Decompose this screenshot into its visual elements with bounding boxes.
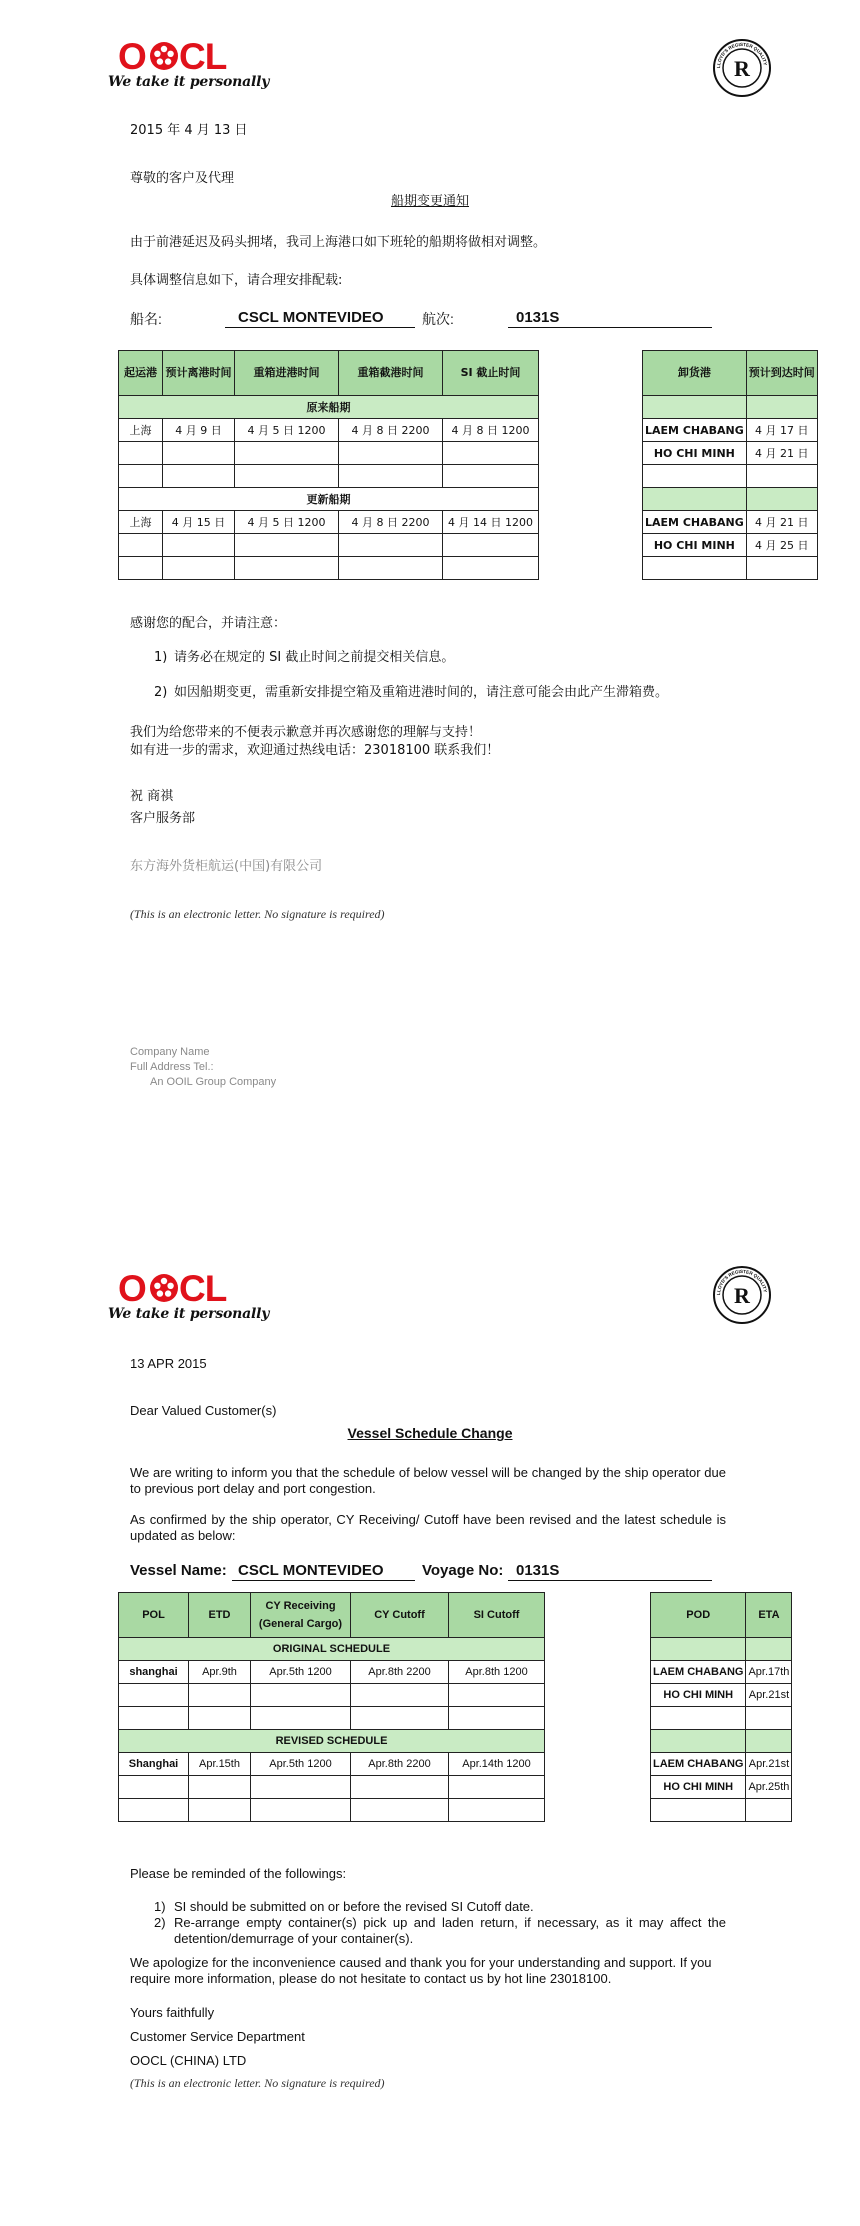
table-cell: Apr.8th 2200 [351,1661,449,1684]
table-cell [643,557,747,580]
en-vessel-value: CSCL MONTEVIDEO [238,1562,384,1579]
table-cell: 4 月 14 日 1200 [443,511,539,534]
table-cell [119,534,163,557]
table-divider [545,1707,651,1730]
table-cell: Apr.5th 1200 [251,1661,351,1684]
column-header: CY Receiving (General Cargo) [251,1593,351,1638]
column-header: ETD [189,1593,251,1638]
list-item: 1) SI should be submitted on or before the revised SI Cutoff date. [154,1899,534,1914]
table-divider [539,442,643,465]
table-cell [651,1638,746,1661]
column-header: POD [651,1593,746,1638]
column-header: CY Cutoff [351,1593,449,1638]
svg-text:LLOYD'S REGISTER QUALITY ASSUR: LLOYD'S REGISTER QUALITY [715,41,768,69]
table-row [119,442,818,465]
table-cell [351,1799,449,1822]
column-header: 起运港 [119,351,163,396]
table-cell [235,442,339,465]
svg-text:LLOYD'S REGISTER QUALITY ASSUR: LLOYD'S REGISTER QUALITY [715,1268,768,1296]
table-cell [339,557,443,580]
table-row [119,534,818,557]
table-cell [119,1776,189,1799]
table-cell: 4 月 21 日 [746,442,817,465]
column-header: ETA [746,1593,792,1638]
table-divider [545,1730,651,1753]
table-cell: HO CHI MINH [643,534,747,557]
table-cell [449,1684,545,1707]
table-divider [539,511,643,534]
oocl-logo [118,38,230,74]
cn-apology-1: 我们为给您带来的不便表示歉意并再次感谢您的理解与支持！ [130,725,482,740]
table-cell: 4 月 21 日 [746,511,817,534]
table-cell: Apr.21st [746,1684,792,1707]
table-cell: Apr.14th 1200 [449,1753,545,1776]
table-cell [443,465,539,488]
table-cell [119,1799,189,1822]
table-divider [539,488,643,511]
section-label: 更新船期 [119,488,539,511]
table-cell [251,1799,351,1822]
table-cell: Apr.17th [746,1661,792,1684]
column-header: SI Cutoff [449,1593,545,1638]
table-cell [119,1684,189,1707]
svg-text:CL: CL [179,38,227,74]
table-cell [643,465,747,488]
table-cell [251,1776,351,1799]
cn-paragraph-2: 具体调整信息如下，请合理安排配载: [130,273,343,288]
table-cell [449,1799,545,1822]
table-divider [539,557,643,580]
footer-group: An OOIL Group Company [150,1076,277,1088]
en-closing: Yours faithfully [130,2005,215,2020]
table-cell: 4 月 15 日 [163,511,235,534]
table-cell [651,1707,746,1730]
section-label: REVISED SCHEDULE [119,1730,545,1753]
column-header: 卸货港 [643,351,747,396]
en-date: 13 APR 2015 [130,1356,207,1371]
table-divider [539,419,643,442]
table-header-row [119,351,818,396]
table-section-row [119,396,818,419]
table-cell [189,1684,251,1707]
table-cell: 4 月 5 日 1200 [235,511,339,534]
table-row [119,465,818,488]
en-electronic-note: (This is an electronic letter. No signature is required) [130,2076,385,2090]
table-cell: LAEM CHABANG [643,419,747,442]
table-cell: Apr.9th [189,1661,251,1684]
table-header-row [119,1593,792,1638]
brand-tagline: We take it personally [108,1306,270,1322]
table-cell [651,1799,746,1822]
table-cell [746,1799,792,1822]
table-row [119,1661,792,1684]
table-divider [545,1593,651,1638]
en-apology: We apologize for the inconvenience caused and thank you for your understanding and support. If you require more information, please do not hesitate to contact us by hot line 23018100. [130,1955,712,1986]
en-voyage-value: 0131S [516,1562,560,1579]
cn-date: 2015 年 4 月 13 日 [130,123,248,138]
table-cell [235,534,339,557]
table-divider [539,534,643,557]
table-cell: LAEM CHABANG [643,511,747,534]
table-section-row [119,1730,792,1753]
table-cell [351,1684,449,1707]
table-cell [651,1730,746,1753]
svg-text:R: R [734,56,750,81]
table-cell: Shanghai [119,1753,189,1776]
table-cell [351,1776,449,1799]
en-voyage-label: Voyage No: [422,1562,504,1579]
table-cell [189,1776,251,1799]
en-company: OOCL (CHINA) LTD [130,2053,247,2068]
en-vessel-label: Vessel Name: [130,1562,227,1579]
table-cell [746,1638,792,1661]
table-cell [746,488,817,511]
svg-text:O: O [118,38,146,74]
svg-text:CL: CL [179,1270,227,1306]
table-cell: LAEM CHABANG [651,1661,746,1684]
column-header: 重箱截港时间 [339,351,443,396]
table-cell [189,1799,251,1822]
table-cell [746,1730,792,1753]
cn-company: 东方海外货柜航运(中国)有限公司 [130,859,323,874]
table-cell [339,534,443,557]
table-cell: HO CHI MINH [651,1684,746,1707]
table-cell: HO CHI MINH [651,1776,746,1799]
cn-dept: 客户服务部 [130,811,196,826]
table-cell [351,1707,449,1730]
table-row [119,557,818,580]
table-divider [545,1661,651,1684]
cn-paragraph-1: 由于前港延迟及码头拥堵，我司上海港口如下班轮的船期将做相对调整。 [130,235,547,250]
en-paragraph-2: As confirmed by the ship operator, CY Receiving/ Cutoff have been revised and the latest schedule is updated as below: [130,1512,726,1543]
table-cell: 上海 [119,419,163,442]
table-divider [545,1753,651,1776]
oocl-logo [118,1270,230,1306]
table-divider [539,351,643,396]
section-label: ORIGINAL SCHEDULE [119,1638,545,1661]
table-cell: HO CHI MINH [643,442,747,465]
table-divider [545,1799,651,1822]
table-cell [746,396,817,419]
table-row [119,1776,792,1799]
table-cell: Apr.15th [189,1753,251,1776]
table-cell: Apr.8th 2200 [351,1753,449,1776]
en-remind: Please be reminded of the followings: [130,1866,347,1881]
en-greeting: Dear Valued Customer(s) [130,1403,277,1418]
column-header: SI 截止时间 [443,351,539,396]
en-title: Vessel Schedule Change [347,1425,513,1441]
table-row [119,1684,792,1707]
table-cell [163,465,235,488]
en-schedule-grid [118,1592,792,1822]
cn-electronic-note: (This is an electronic letter. No signature is required) [130,907,385,921]
list-item: 2) Re-arrange empty container(s) pick up and laden return, if necessary, as it may affect the detention/demurrage of your container(s). [154,1915,726,1946]
table-cell [449,1776,545,1799]
table-cell: 4 月 5 日 1200 [235,419,339,442]
list-item: 1) 请务必在规定的 SI 截止时间之前提交相关信息。 [154,650,455,665]
column-header: 预计到达时间 [746,351,817,396]
table-cell [163,442,235,465]
table-cell [443,534,539,557]
en-notes-list [130,1899,726,1947]
table-cell: 4 月 8 日 2200 [339,511,443,534]
cn-title: 船期变更通知 [390,194,469,209]
table-cell [746,465,817,488]
table-row [119,511,818,534]
table-row [119,1799,792,1822]
table-cell: 4 月 25 日 [746,534,817,557]
quality-register-seal-icon [712,1265,772,1325]
table-cell [251,1684,351,1707]
list-item: 2) 如因船期变更，需重新安排提空箱及重箱进港时间的，请注意可能会由此产生滞箱费。 [154,685,669,700]
table-cell [746,1707,792,1730]
table-divider [545,1684,651,1707]
table-section-row [119,488,818,511]
table-cell [449,1707,545,1730]
svg-text:R: R [734,1283,750,1308]
cn-closing: 祝 商祺 [130,789,174,804]
table-cell [443,557,539,580]
table-cell [339,442,443,465]
en-dept: Customer Service Department [130,2029,305,2044]
cn-thanks: 感谢您的配合，并请注意： [130,616,287,631]
table-cell [443,442,539,465]
table-divider [539,465,643,488]
svg-text:O: O [118,1270,146,1306]
table-cell: Apr.21st [746,1753,792,1776]
cn-greeting: 尊敬的客户及代理 [130,171,235,186]
table-cell [746,557,817,580]
table-cell: Apr.25th [746,1776,792,1799]
table-cell [235,557,339,580]
table-cell [251,1707,351,1730]
table-cell [119,1707,189,1730]
table-cell [119,442,163,465]
table-cell [235,465,339,488]
table-section-row [119,1638,792,1661]
table-cell: 4 月 9 日 [163,419,235,442]
cn-vessel-value: CSCL MONTEVIDEO [238,309,384,326]
footer-address: Full Address Tel.: [130,1061,214,1073]
cn-voyage-value: 0131S [516,309,560,326]
cn-schedule-grid [118,350,818,580]
cn-apology-2: 如有进一步的需求，欢迎通过热线电话：23018100 联系我们！ [130,743,500,758]
table-cell: 上海 [119,511,163,534]
cn-vessel-label: 船名: [130,311,162,327]
table-row [119,1753,792,1776]
table-cell: Apr.8th 1200 [449,1661,545,1684]
table-cell [643,396,747,419]
table-cell [163,557,235,580]
cn-notes-list [130,650,750,701]
table-cell: 4 月 8 日 1200 [443,419,539,442]
quality-register-seal-icon [712,38,772,98]
column-header: 预计离港时间 [163,351,235,396]
en-paragraph-1: We are writing to inform you that the schedule of below vessel will be changed by the ship operator due to previous port delay and port congestion. [130,1465,726,1496]
table-cell [119,557,163,580]
table-cell: shanghai [119,1661,189,1684]
table-divider [545,1638,651,1661]
table-cell [189,1707,251,1730]
table-cell [119,465,163,488]
table-cell: 4 月 17 日 [746,419,817,442]
column-header: 重箱进港时间 [235,351,339,396]
cn-voyage-label: 航次: [422,311,454,327]
table-cell [643,488,747,511]
brand-tagline: We take it personally [108,74,270,90]
section-label: 原来船期 [119,396,539,419]
table-cell: 4 月 8 日 2200 [339,419,443,442]
column-header: POL [119,1593,189,1638]
table-row [119,1707,792,1730]
table-divider [545,1776,651,1799]
table-cell: LAEM CHABANG [651,1753,746,1776]
footer-company-name: Company Name [130,1046,210,1058]
table-row [119,419,818,442]
table-cell [339,465,443,488]
table-cell [163,534,235,557]
table-divider [539,396,643,419]
table-cell: Apr.5th 1200 [251,1753,351,1776]
